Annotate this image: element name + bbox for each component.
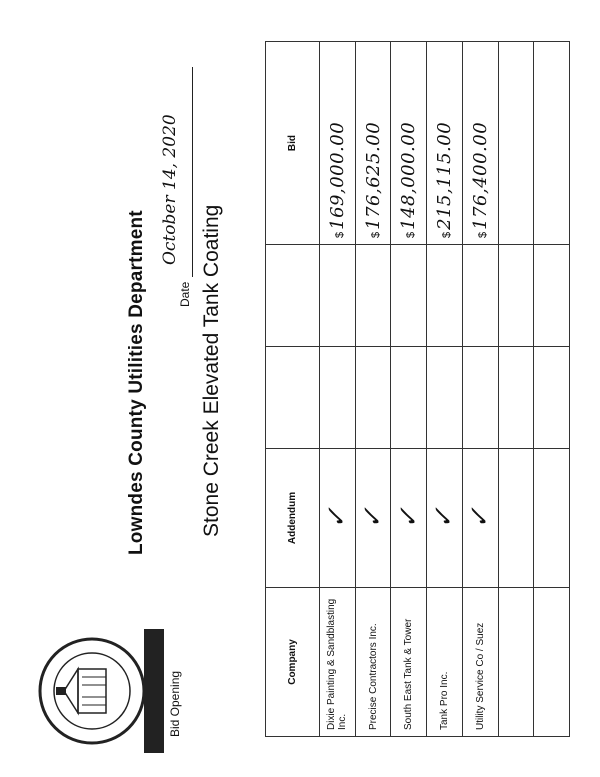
company-cell (498, 588, 534, 737)
table-row (320, 42, 356, 737)
company-cell: Tank Pro Inc. (427, 588, 463, 737)
column-header-blank-2 (266, 245, 320, 347)
table-row (534, 42, 570, 737)
table-row (355, 42, 391, 737)
bid-cell (462, 42, 498, 245)
dollar-sign: $ (440, 231, 453, 238)
page-title: Lowndes County Utilities Department (126, 210, 147, 555)
bid-cell (320, 42, 356, 245)
column-header-company: Company (266, 588, 320, 737)
date-value: October 14, 2020 (160, 114, 180, 265)
bid-cell (355, 42, 391, 245)
table-row (427, 42, 463, 737)
company-cell: South East Tank & Tower (391, 588, 427, 737)
dollar-sign: $ (405, 231, 418, 238)
checkmark-icon: ✓ (393, 507, 424, 529)
company-cell (534, 588, 570, 737)
column-header-blank-1 (266, 347, 320, 449)
bid-opening-label: Bid Opening (168, 670, 182, 737)
date-underline (192, 67, 193, 277)
bid-cell (427, 42, 463, 245)
dollar-sign: $ (476, 231, 489, 238)
dollar-sign: $ (333, 231, 346, 238)
bid-cell (534, 42, 570, 245)
bid-table (265, 41, 570, 737)
bid-cell (391, 42, 427, 245)
column-header-bid: Bid (266, 42, 320, 245)
bid-amount: 176,625.00 (362, 121, 384, 230)
bid-amount: 169,000.00 (326, 121, 348, 230)
company-cell: Utility Service Co / Suez (462, 588, 498, 737)
bid-amount: 215,115.00 (433, 121, 455, 230)
county-seal-logo (30, 621, 170, 761)
checkmark-icon: ✓ (429, 507, 460, 529)
bid-cell (498, 42, 534, 245)
bid-amount: 176,400.00 (469, 121, 491, 230)
company-cell: Dixie Painting & Sandblasting Inc. (320, 588, 356, 737)
company-cell: Precise Contractors Inc. (355, 588, 391, 737)
table-header-row (266, 42, 320, 737)
date-label: Date (178, 281, 192, 307)
table-row (391, 42, 427, 737)
checkmark-icon: ✓ (322, 507, 353, 529)
project-title: Stone Creek Elevated Tank Coating (200, 204, 223, 537)
bid-amount: 148,000.00 (398, 121, 420, 230)
checkmark-icon: ✓ (358, 507, 389, 529)
table-row (498, 42, 534, 737)
dollar-sign: $ (369, 231, 382, 238)
checkmark-icon: ✓ (465, 507, 496, 529)
table-row (462, 42, 498, 737)
column-header-addendum: Addendum (266, 449, 320, 588)
